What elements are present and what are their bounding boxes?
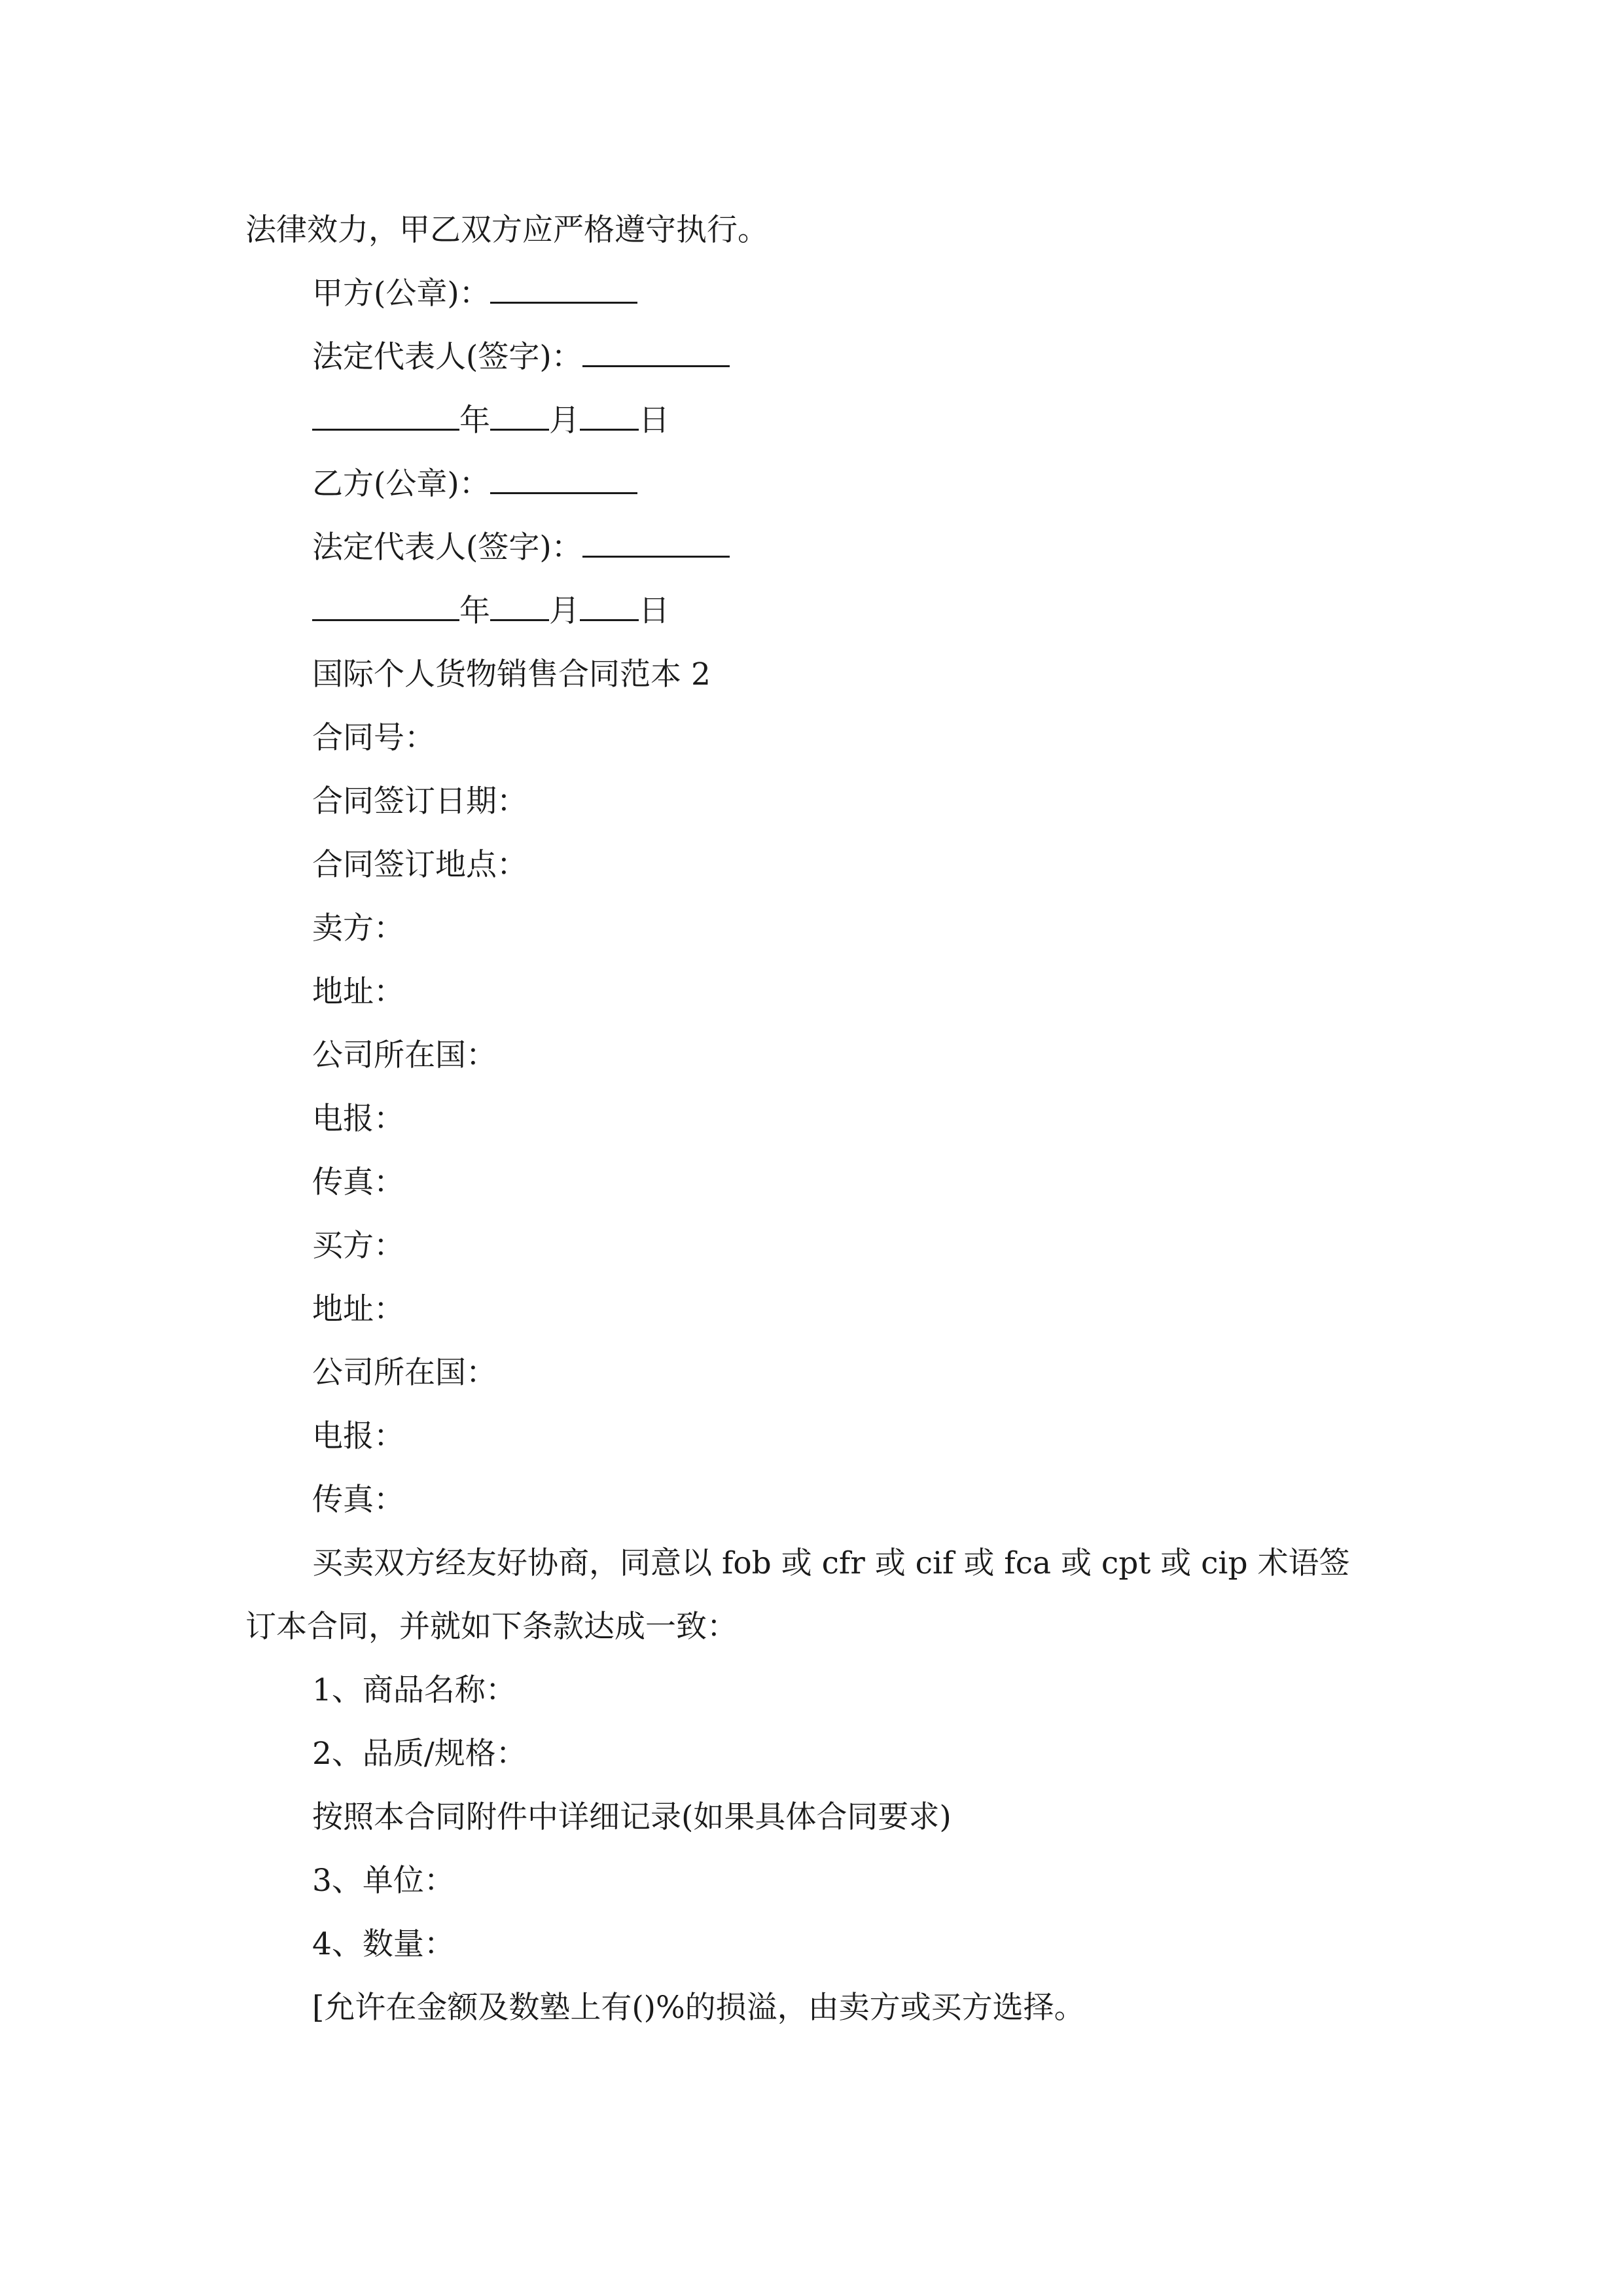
day-blank (580, 401, 639, 431)
buyer-field: 买方： (312, 1228, 404, 1264)
party-b-seal-line (0, 452, 1623, 516)
day-blank (580, 592, 639, 621)
month-blank (490, 401, 549, 431)
clause-product-name: 1、商品名称： (312, 1672, 516, 1708)
seller-fax-field: 传真： (312, 1164, 404, 1200)
buyer-country-field: 公司所在国： (312, 1355, 497, 1391)
clause-quantity-note: [允许在金额及数塾上有()%的损溢，由卖方或买方选择。 (312, 1990, 1085, 2026)
party-b-rep-label: 法定代表人(签字)： (312, 529, 582, 565)
signature-blank (582, 338, 730, 367)
buyer-telegram-field: 电报： (312, 1418, 404, 1454)
year-blank (312, 401, 459, 431)
clause-unit: 3、单位： (312, 1863, 455, 1899)
year-label: 年 (459, 593, 490, 629)
clause-quality-spec: 2、品质/规格： (312, 1736, 527, 1772)
buyer-fax-field: 传真： (312, 1482, 404, 1518)
signature-blank (490, 465, 637, 494)
day-label: 日 (639, 403, 669, 439)
seller-address-field: 地址： (312, 974, 404, 1010)
buyer-address-field: 地址： (312, 1291, 404, 1327)
party-a-seal-label: 甲方(公章)： (312, 276, 490, 312)
sign-place-field: 合同签订地点： (312, 847, 527, 883)
party-b-rep-line (0, 516, 1623, 580)
year-label: 年 (459, 403, 490, 439)
seller-field: 卖方： (312, 910, 404, 946)
clause-quantity: 4、数量： (312, 1926, 455, 1962)
signature-blank (490, 274, 637, 304)
agreement-paragraph-line-1: 买卖双方经友好协商，同意以 fob 或 cfr 或 cif 或 fca 或 cpt 或 cip 术语签 (312, 1545, 1350, 1581)
sample-title: 国际个人货物销售合同范本 2 (312, 656, 711, 692)
party-b-date-line (0, 579, 1623, 643)
party-a-seal-line (0, 262, 1623, 326)
party-a-rep-line (0, 325, 1623, 389)
month-blank (490, 592, 549, 621)
seller-country-field: 公司所在国： (312, 1037, 497, 1073)
contract-no-field: 合同号： (312, 720, 435, 756)
clause-quality-note: 按照本合同附件中详细记录(如果具体合同要求) (312, 1799, 952, 1835)
sign-date-field: 合同签订日期： (312, 783, 527, 819)
party-a-rep-label: 法定代表人(签字)： (312, 339, 582, 375)
closing-text: 法律效力，甲乙双方应严格遵守执行。 (245, 212, 768, 248)
year-blank (312, 592, 459, 621)
party-b-seal-label: 乙方(公章)： (312, 466, 490, 502)
party-a-date-line (0, 389, 1623, 453)
day-label: 日 (639, 593, 669, 629)
month-label: 月 (549, 593, 580, 629)
month-label: 月 (549, 403, 580, 439)
signature-blank (582, 528, 730, 558)
agreement-paragraph-line-2: 订本合同，并就如下条款达成一致： (245, 1609, 738, 1645)
seller-telegram-field: 电报： (312, 1101, 404, 1137)
